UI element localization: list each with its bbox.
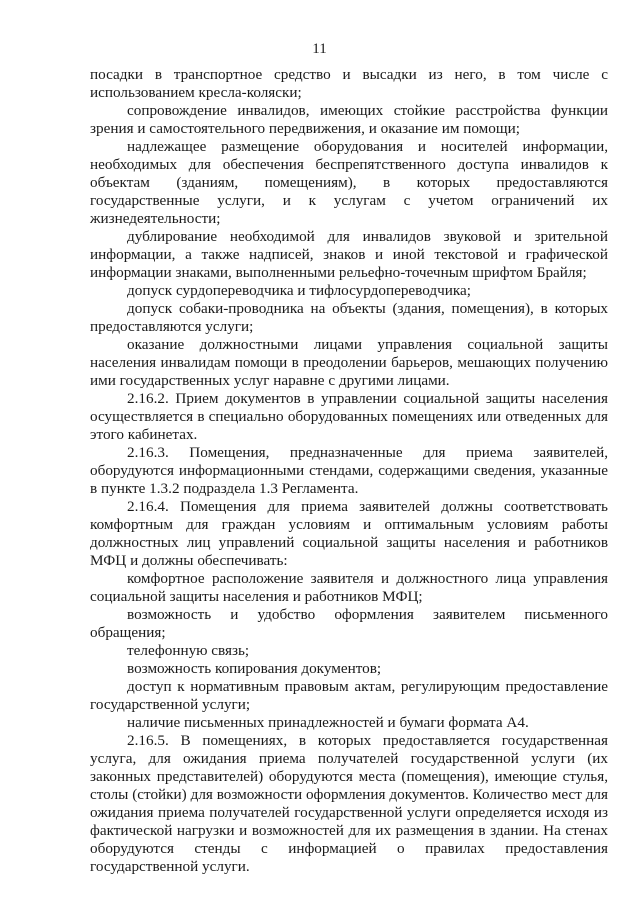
paragraph-2-16-3: 2.16.3. Помещения, предназначенные для приема заявителей, оборудуются информационными стендами, содержащими сведения, указанные в пункте 1.3.2 подраздела 1.3 Регламента. — [90, 444, 608, 497]
paragraph-comfortable-layout: комфортное расположение заявителя и должностного лица управления социальной защиты населения и работников МФЦ; — [90, 570, 608, 605]
paragraph-copying: возможность копирования документов; — [127, 660, 382, 677]
paragraph-sign-interpreter: допуск сурдопереводчика и тифлосурдопереводчика; — [127, 282, 471, 299]
paragraph-telephone: телефонную связь; — [127, 642, 250, 659]
paragraph-2-16-2: 2.16.2. Прием документов в управлении социальной защиты населения осуществляется в специально оборудованных помещениях или отведенных для этого кабинетах. — [90, 390, 608, 443]
paragraph-continuation: посадки в транспортное средство и высадки из него, в том числе с использованием кресла-коляски; — [90, 66, 608, 101]
paragraph-equipment-placement: надлежащее размещение оборудования и носителей информации, необходимых для обеспечения беспрепятственного доступа инвалидов к объектам (зданиям, помещениям), в которых предоставляются государственные услуги, и к услугам с учетом ограничений их жизнедеятельности; — [90, 138, 608, 227]
paragraph-escort: сопровождение инвалидов, имеющих стойкие расстройства функции зрения и самостоятельного передвижения, и оказание им помощи; — [90, 102, 608, 137]
paragraph-2-16-5: 2.16.5. В помещениях, в которых предоставляется государственная услуга, для ожидания приема получателей государственной услуги (их законных представителей) оборудуются места (помещения), имеющие стулья, столы (стойки) для возможности оформления документов. Количество мест для ожидания приема получателей государственной услуги определяется исходя из фактической нагрузки и возможностей для их размещения в здании. На стенах оборудуются стенды с информацией о правилах предоставления государственной услуги. — [90, 732, 608, 875]
paragraph-guide-dog: допуск собаки-проводника на объекты (здания, помещения), в которых предоставляются услуги; — [90, 300, 608, 335]
document-body — [90, 66, 608, 876]
paragraph-writing-supplies: наличие письменных принадлежностей и бумаги формата А4. — [127, 714, 529, 731]
paragraph-2-16-4: 2.16.4. Помещения для приема заявителей должны соответствовать комфортным для граждан условиям и оптимальным условиям работы должностных лиц управлений социальной защиты населения и работников МФЦ и должны обеспечивать: — [90, 498, 608, 569]
paragraph-officials-assistance: оказание должностными лицами управления социальной защиты населения инвалидам помощи в преодолении барьеров, мешающих получению ими государственных услуг наравне с другими лицами. — [90, 336, 608, 389]
paragraph-written-appeal: возможность и удобство оформления заявителем письменного обращения; — [90, 606, 608, 641]
page-number: 11 — [312, 41, 327, 57]
paragraph-legal-acts-access: доступ к нормативным правовым актам, регулирующим предоставление государственной услуги; — [90, 678, 608, 713]
paragraph-information-duplication: дублирование необходимой для инвалидов звуковой и зрительной информации, а также надписей, знаков и иной текстовой и графической информации знаками, выполненными рельефно-точечным шрифтом Брайля; — [90, 228, 608, 281]
